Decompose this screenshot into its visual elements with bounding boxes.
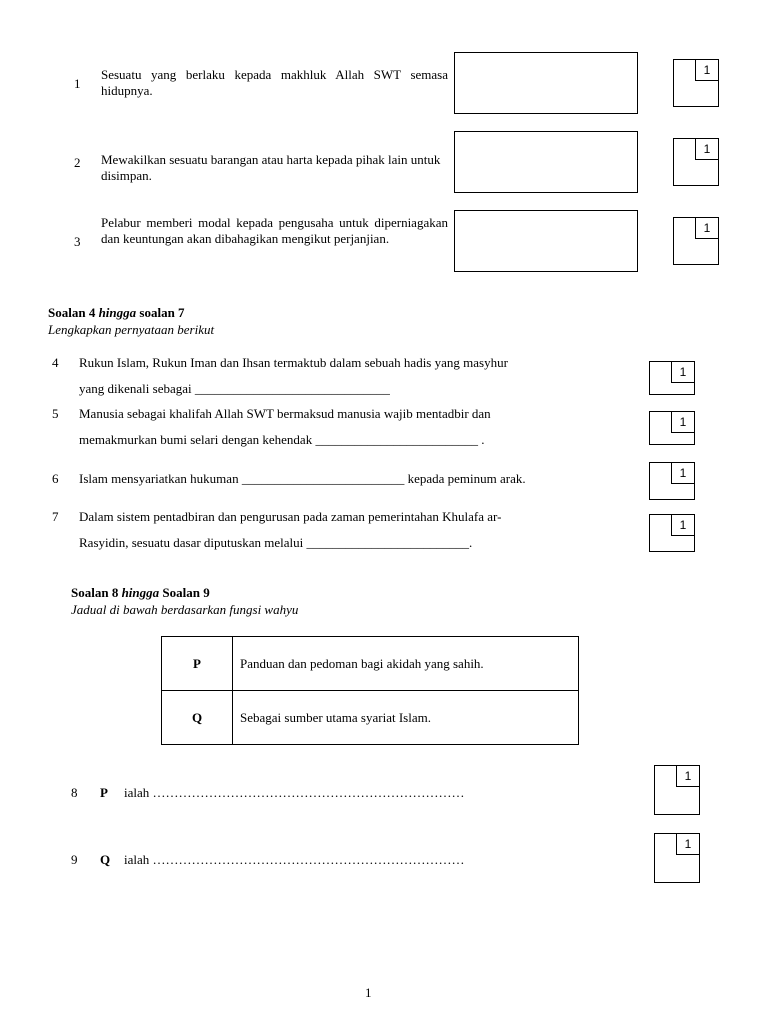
mark-box [649,514,695,552]
question-number: 9 [71,852,78,867]
table-row [162,637,579,691]
question-text: Islam mensyariatkan hukuman _________________________ kepada peminum arak. [79,471,526,486]
mark-box [673,59,719,107]
section-instruction: Lengkapkan pernyataan berikut [48,322,215,337]
question-number: 5 [52,406,59,421]
section-instruction: Jadual di bawah berdasarkan fungsi wahyu [71,602,299,617]
mark-value: 1 [671,361,695,383]
table-key: Q [162,691,233,745]
table-value: Panduan dan pedoman bagi akidah yang sahih. [233,637,579,691]
mark-box [649,361,695,395]
function-table [161,636,579,745]
table-key: P [162,637,233,691]
answer-box[interactable] [454,52,638,114]
question-letter: P [100,785,108,800]
question-number: 1 [74,76,81,91]
answer-line[interactable]: ialah ……………………………………………………………… [124,785,465,800]
question-text: Dalam sistem pentadbiran dan pengurusan pada zaman pemerintahan Khulafa ar- Rasyidin, sesuatu dasar diputuskan melalui _________________________. [79,509,502,550]
question-text: Sesuatu yang berlaku kepada makhluk Allah SWT semasa hidupnya. [101,67,448,98]
question-letter: Q [100,852,111,867]
question-text: Manusia sebagai khalifah Allah SWT bermaksud manusia wajib mentadbir dan memakmurkan bumi selari dengan kehendak _________________________ . [79,406,491,447]
question-number: 6 [52,471,59,486]
mark-box [649,462,695,500]
answer-box[interactable] [454,131,638,193]
mark-value: 1 [676,765,700,787]
mark-value: 1 [671,462,695,484]
question-text: Mewakilkan sesuatu barangan atau harta kepada pihak lain untuk disimpan. [101,152,441,183]
answer-box[interactable] [454,210,638,272]
mark-value: 1 [671,514,695,536]
question-text: Rukun Islam, Rukun Iman dan Ihsan termaktub dalam sebuah hadis yang masyhur yang dikenali sebagai ______________________________ [79,355,508,396]
mark-value: 1 [695,138,719,160]
question-number: 4 [52,355,59,370]
mark-box [654,765,700,815]
mark-value: 1 [671,411,695,433]
question-number: 3 [74,234,81,249]
question-number: 7 [52,509,59,524]
section-heading: Soalan 4 hingga soalan 7 [48,305,185,320]
mark-box [654,833,700,883]
mark-value: 1 [695,217,719,239]
section-heading: Soalan 8 hingga Soalan 9 [71,585,210,600]
mark-box [649,411,695,445]
mark-box [673,138,719,186]
mark-value: 1 [695,59,719,81]
page-number: 1 [365,985,372,1000]
question-number: 2 [74,155,81,170]
answer-line[interactable]: ialah ……………………………………………………………… [124,852,465,867]
mark-value: 1 [676,833,700,855]
table-row [162,691,579,745]
table-value: Sebagai sumber utama syariat Islam. [233,691,579,745]
question-number: 8 [71,785,78,800]
mark-box [673,217,719,265]
question-text: Pelabur memberi modal kepada pengusaha untuk diperniagakan dan keuntungan akan dibahagikan mengikut perjanjian. [101,215,448,246]
